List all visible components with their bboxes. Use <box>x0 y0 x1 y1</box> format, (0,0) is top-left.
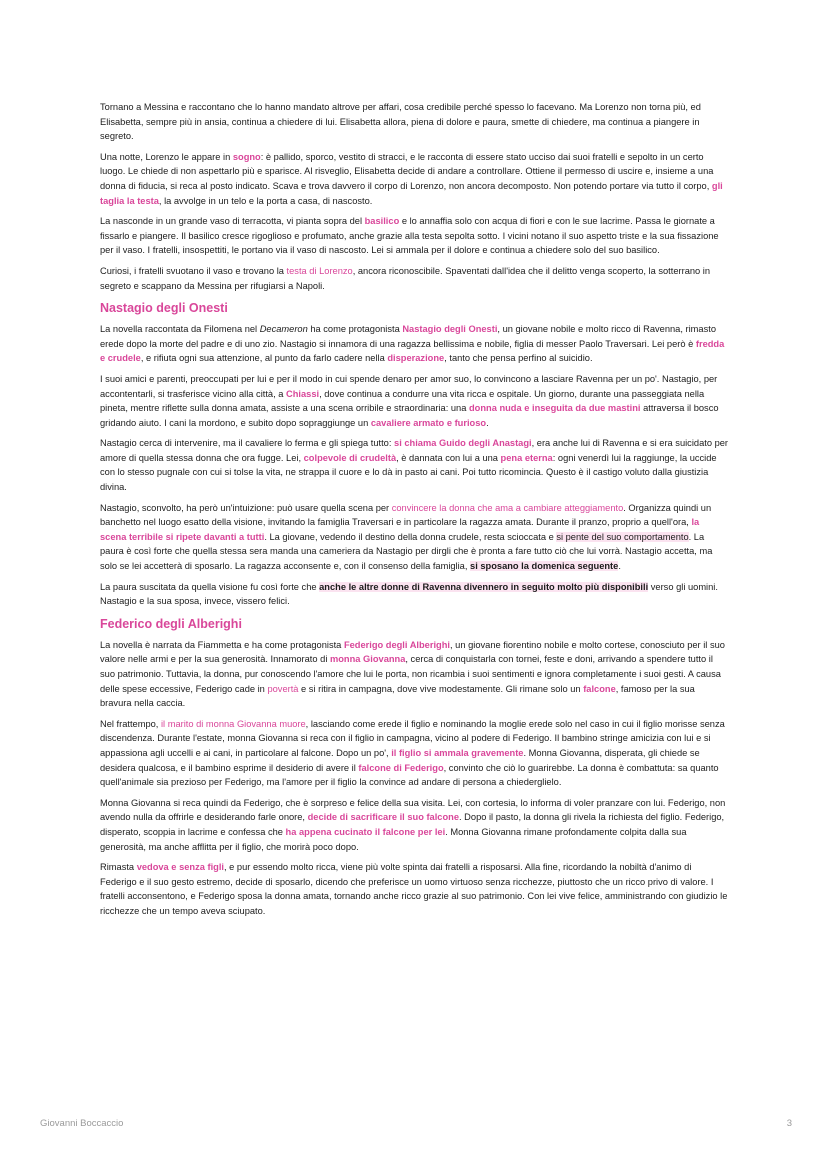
highlighted-text: il marito di monna Giovanna muore <box>160 718 306 729</box>
highlighted-text: sogno <box>232 151 261 162</box>
highlighted-text: convincere la donna che ama a cambiare atteggiamento <box>391 502 624 513</box>
paragraph <box>100 214 728 258</box>
highlighted-text: il figlio si ammala gravemente <box>391 747 524 758</box>
text-run: . <box>486 417 489 428</box>
text-run: : è pallido, sporco, vestito di stracci, e le racconta di essere stato ucciso dai suoi fratelli e sepolto in un certo luogo. Le chiede di non aspettarlo più e sparisce. Al risveglio, Elisabetta decide di andare a controllare. Ottiene il permesso di uscire e, insieme a una donna di fiducia, si reca al posto indicato. Scava e trova davvero il corpo di Lorenzo, non ancora decomposto. Non potendo portare via tutto il corpo, <box>100 151 714 191</box>
text-run: , è dannata con lui a una <box>396 452 501 463</box>
text-run: La paura suscitata da quella visione fu così forte che <box>100 581 320 592</box>
text-run: , e pur essendo molto ricca, viene più volte spinta dai fratelli a risposarsi. Alla fine, ricordando la nobiltà d'animo di Federigo e il suo gesto estremo, decide di sposarlo, dicendo che preferisce un uomo virtuoso senza ricchezze, piuttosto che un ricco privo di valore. I fratelli acconsentono, e Federigo sposa la donna amata, tornando anche ricco grazie al suo patrimonio. Con lei vive felice, amministrando con giudizio le ricchezze che un tempo aveva sciupato. <box>100 862 728 916</box>
highlighted-text: falcone di Federigo <box>358 762 444 773</box>
footer-author: Giovanni Boccaccio <box>40 1118 124 1129</box>
text-run: e si ritira in campagna, dove vive modestamente. Gli rimane solo un <box>298 683 584 694</box>
text-run: I suoi amici e parenti, preoccupati per lui e per il modo in cui spende denaro per amor suo, lo convincono a lasciare Ravenna per un po'. Nastagio, per accontentarli, si trasferisce vicino alla città, a <box>100 373 718 399</box>
document-body <box>100 100 728 925</box>
highlighted-text: cavaliere armato e furioso <box>370 417 487 428</box>
text-run: , convinto che ciò lo guarirebbe. La donna è combattuta: sa quanto quell'animale sia prezioso per Federigo, ma l'amore per il figlio la convince ad andare di persona a chiederglielo. <box>100 762 719 788</box>
text-run: , e rifiuta ogni sua attenzione, al punto da farlo cadere nella <box>140 353 388 364</box>
text-run: Rimasta <box>100 862 137 873</box>
text-run: Nastagio cerca di intervenire, ma il cavaliere lo ferma e gli spiega tutto: <box>100 438 395 449</box>
highlighted-text: colpevole di crudeltà <box>303 452 397 463</box>
text-run: . La giovane, vedendo il destino della donna crudele, resta scioccata e <box>264 531 557 542</box>
highlighted-text: pena eterna <box>500 452 553 463</box>
paragraph <box>100 100 728 144</box>
text-run: La novella è narrata da Fiammetta e ha come protagonista <box>100 639 344 650</box>
highlighted-text: vedova e senza figli <box>136 862 225 873</box>
text-run: . Monna Giovanna rimane profondamente colpita dalla sua generosità, ma anche afflitta per il figlio, che morirà poco dopo. <box>100 826 687 852</box>
highlighted-text: fredda e crudele <box>100 338 725 364</box>
text-run: attraversa il bosco gridando aiuto. I cani la mordono, e subito dopo sopraggiunge un <box>100 403 719 428</box>
text-run: Una notte, Lorenzo le appare in <box>100 151 233 162</box>
text-run: Nel frattempo, <box>100 718 161 729</box>
page-footer <box>40 1118 792 1129</box>
highlighted-text: decide di sacrificare il suo falcone <box>307 812 460 823</box>
text-run: Nastagio, sconvolto, ha però un'intuizione: può usare quella scena per <box>100 502 392 513</box>
highlighted-text: testa di Lorenzo <box>286 265 353 276</box>
highlighted-text: la scena terribile si ripete davanti a tutti <box>100 517 700 542</box>
highlighted-text: Federigo degli Alberighi <box>343 639 450 650</box>
paragraph <box>100 717 728 790</box>
paragraph <box>100 860 728 918</box>
paragraph <box>100 796 728 854</box>
text-run: La nasconde in un grande vaso di terracotta, vi pianta sopra del <box>100 216 365 227</box>
highlighted-text: si chiama Guido degli Anastagi <box>394 438 532 449</box>
text-run: Tornano a Messina e raccontano che lo hanno mandato altrove per affari, cosa credibile perché spesso lo facevano. Ma Lorenzo non torna più, ed Elisabetta, sempre più in ansia, continua a chiedere di lui. Elisabetta allora, piena di dolore e paura, smette di chiedere, ma continua a piangere in segreto. <box>100 102 701 142</box>
highlighted-text: disperazione <box>387 353 445 364</box>
highlighted-text: falcone <box>583 683 616 694</box>
text-run: ha come protagonista <box>307 324 403 335</box>
highlighted-text: povertà <box>267 683 299 694</box>
paragraph <box>100 372 728 430</box>
text-run: , cerca di conquistarla con tornei, feste e doni, arrivando a spendere tutto il suo patrimonio. Tuttavia, la donna, pur conoscendo l'amore che lui le porta, non ricambia i suoi sentimenti e ignora completamente i suoi gesti. A causa delle spese eccessive, Federigo cade in <box>100 654 721 694</box>
text-run: , la avvolge in un telo e la porta a casa, di nascosto. <box>158 195 373 206</box>
highlighted-text: Decameron <box>259 324 308 335</box>
paragraph <box>100 150 728 208</box>
text-run: , un giovane nobile e molto ricco di Ravenna, rimasto erede dopo la morte del padre e di uno zio. Nastagio si innamora di una ragazza bellissima e nobile, figlia di messer Paolo Traversari. Lei però è <box>100 324 717 349</box>
highlighted-text: si pente del suo comportamento <box>556 531 689 542</box>
text-run: e lo annaffia solo con acqua di fiori e con le sue lacrime. Passa le giornate a fissarlo e piangere. Il basilico cresce rigoglioso e profumato, anche grazie alla testa sepolta sotto. I vicini notano il suo aspetto triste e la sua fissazione per il vaso. I fratelli, insospettiti, le portano via il vaso di nascosto. Lei si ammala per il dolore e continua a chiedere solo del suo basilico. <box>100 216 719 256</box>
page-number: 3 <box>786 1118 792 1129</box>
highlighted-text: donna nuda e inseguita da due mastini <box>468 403 641 414</box>
highlighted-text: monna Giovanna <box>329 654 406 665</box>
text-run: , famoso per la sua bravura nella caccia. <box>100 683 695 709</box>
text-run: . Dopo il pasto, la donna gli rivela la richiesta del figlio. Federigo, disperato, scoppia in lacrime e confessa che <box>100 812 725 837</box>
text-run: , tanto che pensa perfino al suicidio. <box>444 353 593 364</box>
section-heading: Federico degli Alberighi <box>100 616 242 631</box>
text-run: Monna Giovanna si reca quindi da Federigo, che è sorpreso e felice della sua visita. Lei, con cortesia, lo informa di voler pranzare con lui. Federigo, non avendo nulla da offrirle e desiderando farle onore, <box>100 797 726 823</box>
paragraph <box>100 501 728 574</box>
paragraph <box>100 436 728 494</box>
highlighted-text: si sposano la domenica seguente <box>470 561 619 572</box>
text-run: La novella raccontata da Filomena nel <box>100 324 260 335</box>
paragraph <box>100 264 728 293</box>
section-heading: Nastagio degli Onesti <box>100 301 228 316</box>
text-run: . Organizza quindi un banchetto nel luogo esatto della visione, invitando la famiglia Traversari e in particolare la ragazza amata. Durante il pranzo, proprio a quell'ora, <box>100 502 712 528</box>
highlighted-text: Chiassi <box>286 388 320 399</box>
text-run: , dove continua a condurre una vita ricca e ospitale. Un giorno, durante una passeggiata nella pineta, mentre riflette sulla donna amata, assiste a una scena orribile e straordinaria: una <box>100 388 705 414</box>
highlighted-text: basilico <box>364 216 400 227</box>
text-run: Curiosi, i fratelli svuotano il vaso e trovano la <box>100 265 287 276</box>
highlighted-text: gli taglia la testa <box>100 180 723 206</box>
text-run: . <box>618 561 621 572</box>
paragraph <box>100 322 728 366</box>
highlighted-text: Nastagio degli Onesti <box>402 324 498 335</box>
text-run: : ogni venerdì lui la raggiunge, la uccide con lo stesso pugnale con cui si tolse la vita, ne strappa il cuore e lo dà in pasto ai cani. Poi tutto ricomincia. Questo è il castigo voluto dalla giustizia divina. <box>100 452 717 493</box>
text-run: verso gli uomini. Nastagio e la sua sposa, invece, vissero felici. <box>100 581 718 607</box>
text-run: , ancora riconoscibile. Spaventati dall'idea che il delitto venga scoperto, la sotterrano in segreto e scappano da Messina per rifugiarsi a Napoli. <box>100 265 711 291</box>
text-run: . Monna Giovanna, disperata, gli chiede se desidera qualcosa, e il bambino esprime il desiderio di avere il <box>100 747 700 773</box>
paragraph <box>100 580 728 609</box>
text-run: , lasciando come erede il figlio e nominando la moglie erede solo nel caso in cui il figlio morisse senza discendenza. Durante l'estate, monna Giovanna si reca con il figlio in campagna, vicino al podere di Federigo. Il bambino stringe amicizia con lui e si appassiona agli uccelli e ai cani, in particolare al falcone. Dopo un po', <box>100 718 725 758</box>
highlighted-text: anche le altre donne di Ravenna divennero in seguito molto più disponibili <box>319 581 649 592</box>
text-run: , un giovane fiorentino nobile e molto cortese, conosciuto per il suo valore nelle armi e per la sua generosità. Innamorato di <box>100 639 725 665</box>
text-run: , era anche lui di Ravenna e si era suicidato per amore di quella stessa donna che ora fugge. Lei, <box>100 438 729 463</box>
text-run: . La paura è così forte che quella stessa sera manda una cameriera da Nastagio per dirgli che è pronta a fare tutto ciò che lui vorrà. Nastagio accetta, ma solo se lei accetterà di sposarlo. La ragazza acconsente e, con il consenso della famiglia, <box>100 531 713 572</box>
highlighted-text: ha appena cucinato il falcone per lei <box>285 826 446 837</box>
paragraph <box>100 638 728 711</box>
